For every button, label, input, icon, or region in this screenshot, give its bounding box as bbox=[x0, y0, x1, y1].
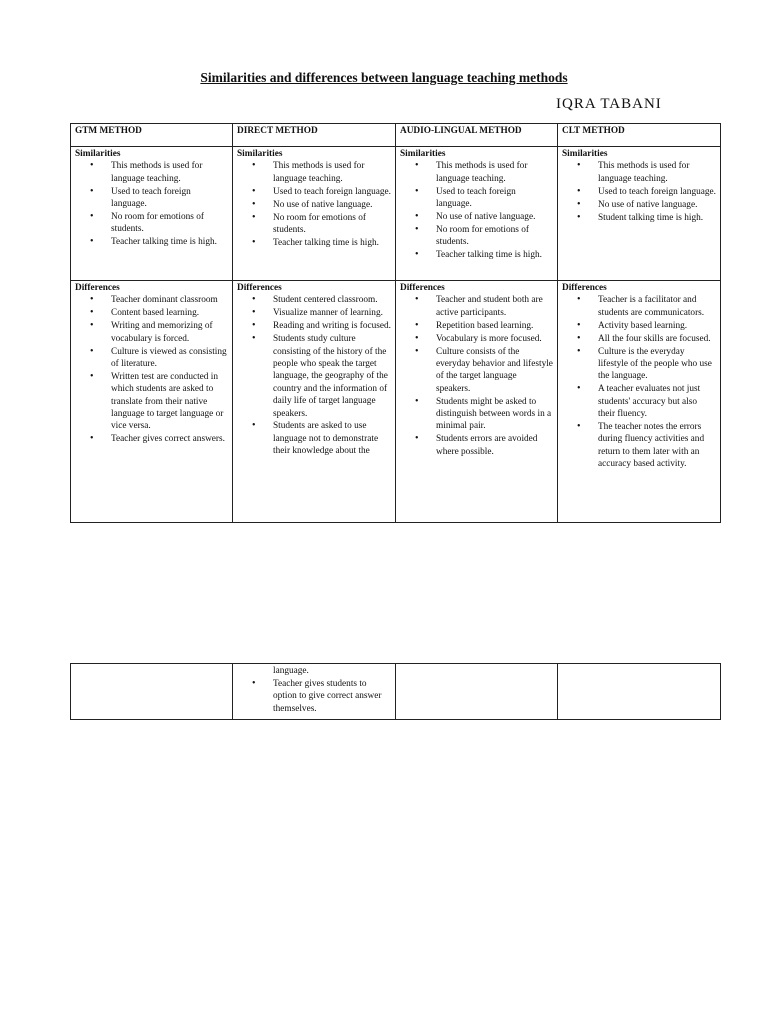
list-item: • No use of native language. bbox=[400, 211, 553, 223]
list-item: • This methods is used for language teaching. bbox=[562, 160, 716, 185]
list-item: • This methods is used for language teaching. bbox=[400, 160, 553, 185]
differences-row bbox=[71, 281, 721, 523]
list-item: • No use of native language. bbox=[562, 199, 716, 211]
comparison-table bbox=[70, 123, 721, 523]
list-item: • Student centered classroom. bbox=[237, 294, 391, 306]
list-item: • Students might be asked to distinguish between words in a minimal pair. bbox=[400, 396, 553, 433]
differences-list bbox=[562, 294, 716, 470]
similarities-label: Similarities bbox=[562, 149, 608, 159]
list-item: • Students are asked to use language not to demonstrate their knowledge about the bbox=[237, 420, 391, 457]
column-header-direct: DIRECT METHOD bbox=[233, 124, 396, 147]
list-item: • Used to teach foreign language. bbox=[75, 186, 228, 211]
list-item: • Teacher talking time is high. bbox=[237, 237, 391, 249]
column-header-gtm: GTM METHOD bbox=[71, 124, 233, 147]
list-item: • Used to teach foreign language. bbox=[237, 186, 391, 198]
list-item: • This methods is used for language teaching. bbox=[75, 160, 228, 185]
differences-cell bbox=[396, 281, 558, 523]
document-title: Similarities and differences between language teaching methods bbox=[200, 70, 568, 85]
continuation-table bbox=[70, 663, 721, 720]
continuation-cell-gtm bbox=[71, 664, 233, 720]
column-header-clt: CLT METHOD bbox=[558, 124, 721, 147]
list-item: • No use of native language. bbox=[237, 199, 391, 211]
list-item: • Culture is viewed as consisting of literature. bbox=[75, 346, 228, 371]
list-item: • No room for emotions of students. bbox=[400, 224, 553, 249]
column-header-audio-lingual: AUDIO-LINGUAL METHOD bbox=[396, 124, 558, 147]
list-item: • Visualize manner of learning. bbox=[237, 307, 391, 319]
list-item: • Student talking time is high. bbox=[562, 212, 716, 224]
differences-cell bbox=[71, 281, 233, 523]
list-item: • Students study culture consisting of the history of the people who speak the target language, the geography of the country and the information of daily life of target language speakers. bbox=[237, 333, 391, 420]
similarities-list bbox=[400, 160, 553, 261]
continuation-list bbox=[237, 665, 391, 715]
differences-list bbox=[75, 294, 228, 445]
similarities-label: Similarities bbox=[400, 149, 446, 159]
similarities-list bbox=[75, 160, 228, 248]
differences-label: Differences bbox=[562, 283, 607, 293]
list-item: • This methods is used for language teaching. bbox=[237, 160, 391, 185]
similarities-row bbox=[71, 147, 721, 281]
list-item: • Teacher talking time is high. bbox=[400, 249, 553, 261]
similarities-label: Similarities bbox=[75, 149, 121, 159]
list-item: language. bbox=[273, 666, 309, 676]
continuation-row bbox=[71, 664, 721, 720]
list-item: • Repetition based learning. bbox=[400, 320, 553, 332]
differences-label: Differences bbox=[75, 283, 120, 293]
list-item: • Teacher dominant classroom bbox=[75, 294, 228, 306]
continuation-cell-audio-lingual bbox=[396, 664, 558, 720]
similarities-cell bbox=[558, 147, 721, 281]
differences-list bbox=[237, 294, 391, 457]
list-item: • Used to teach foreign language. bbox=[562, 186, 716, 198]
list-item: • Culture is the everyday lifestyle of the people who use the language. bbox=[562, 346, 716, 383]
list-item: • Activity based learning. bbox=[562, 320, 716, 332]
list-item: • Used to teach foreign language. bbox=[400, 186, 553, 211]
similarities-list bbox=[237, 160, 391, 249]
author-name: IQRA TABANI bbox=[556, 96, 662, 112]
list-item: • Teacher gives correct answers. bbox=[75, 433, 228, 445]
list-item: • Teacher talking time is high. bbox=[75, 236, 228, 248]
list-item: • Culture consists of the everyday behavior and lifestyle of the target language speakers. bbox=[400, 346, 553, 396]
list-item: • Written test are conducted in which students are asked to translate from their native language to target language or vice versa. bbox=[75, 371, 228, 433]
continuation-cell-clt bbox=[558, 664, 721, 720]
similarities-list bbox=[562, 160, 716, 224]
differences-list bbox=[400, 294, 553, 458]
similarities-cell bbox=[71, 147, 233, 281]
list-item: • No room for emotions of students. bbox=[237, 212, 391, 237]
list-item: • The teacher notes the errors during fluency activities and return to them later with an accuracy based activity. bbox=[562, 421, 716, 471]
continuation-cell-direct bbox=[233, 664, 396, 720]
similarities-cell bbox=[396, 147, 558, 281]
differences-label: Differences bbox=[237, 283, 282, 293]
list-item: • A teacher evaluates not just students' accuracy but also their fluency. bbox=[562, 383, 716, 420]
differences-label: Differences bbox=[400, 283, 445, 293]
list-item: • No room for emotions of students. bbox=[75, 211, 228, 236]
list-item: • Students errors are avoided where possible. bbox=[400, 433, 553, 458]
list-item: • Vocabulary is more focused. bbox=[400, 333, 553, 345]
differences-cell bbox=[558, 281, 721, 523]
list-item: • Reading and writing is focused. bbox=[237, 320, 391, 332]
list-item: • Writing and memorizing of vocabulary is forced. bbox=[75, 320, 228, 345]
list-item: • All the four skills are focused. bbox=[562, 333, 716, 345]
list-item: • Teacher gives students to option to give correct answer themselves. bbox=[237, 678, 391, 715]
similarities-cell bbox=[233, 147, 396, 281]
table-header-row bbox=[71, 124, 721, 147]
list-item: • Content based learning. bbox=[75, 307, 228, 319]
differences-cell bbox=[233, 281, 396, 523]
similarities-label: Similarities bbox=[237, 149, 283, 159]
list-item: • Teacher is a facilitator and students are communicators. bbox=[562, 294, 716, 319]
list-item: • Teacher and student both are active participants. bbox=[400, 294, 553, 319]
